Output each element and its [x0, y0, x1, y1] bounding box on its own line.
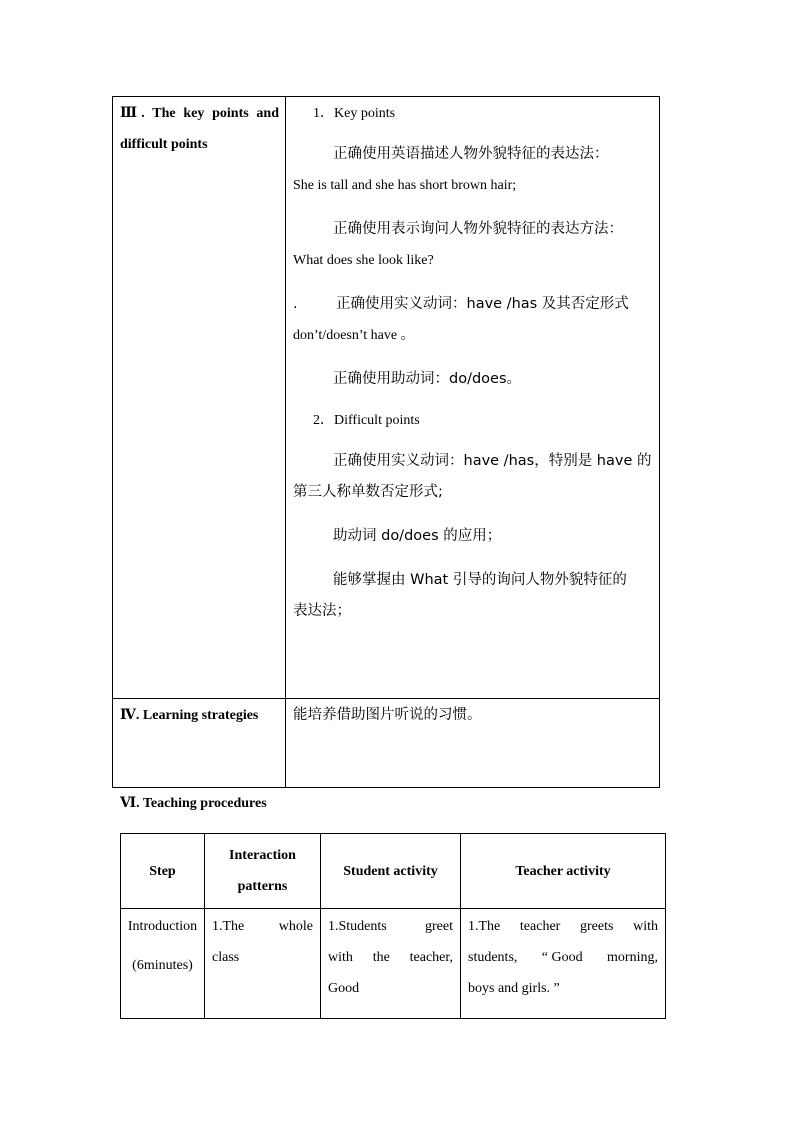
- student-activity-cell: [321, 909, 461, 1019]
- teaching-procedures-title: Ⅵ. Teaching procedures: [120, 796, 267, 811]
- teaching-procedures-table: [120, 833, 666, 1019]
- key-point-3-dot: .: [293, 296, 298, 312]
- header-step: Step: [121, 834, 205, 909]
- teacher-word-6: “ Good: [541, 950, 583, 965]
- key-point-2-cn: 正确使用表示询问人物外貌特征的表达方法：: [333, 221, 623, 237]
- procedures-header-row: [121, 834, 666, 909]
- header-interaction-line1: Interaction: [229, 848, 296, 863]
- header-interaction: [205, 834, 321, 909]
- key-points-row: [113, 97, 660, 699]
- learning-strategies-row: [113, 699, 660, 788]
- key-point-1-en: She is tall and she has short brown hair;: [293, 178, 517, 193]
- teacher-word-7: morning,: [607, 950, 658, 965]
- learning-strategies-label: Ⅳ. Learning strategies: [113, 699, 286, 788]
- student-word-3: with: [328, 950, 353, 965]
- student-word-4: the: [372, 950, 390, 965]
- key-point-2-en: What does she look like?: [293, 253, 434, 268]
- key-point-4: 正确使用助动词：do/does。: [333, 371, 522, 387]
- difficult-point-3-line2: 表达法；: [293, 603, 351, 619]
- key-points-content-cell: [286, 97, 660, 699]
- header-student-activity: Student activity: [321, 834, 461, 909]
- student-word-5: teacher,: [409, 950, 453, 965]
- key-points-label-line2: difficult points: [120, 137, 208, 152]
- student-word-2: greet: [425, 919, 453, 934]
- teacher-word-4: with: [633, 919, 658, 934]
- key-points-label-cell: [113, 97, 286, 699]
- key-point-1-cn: 正确使用英语描述人物外貌特征的表达法：: [333, 146, 609, 162]
- teacher-word-8: boys and girls. ”: [468, 981, 560, 996]
- student-word-1: 1.Students: [328, 919, 387, 934]
- teacher-word-5: students,: [468, 950, 518, 965]
- difficult-points-heading: 2．Difficult points: [313, 413, 420, 428]
- teacher-activity-cell: [461, 909, 666, 1019]
- header-interaction-line2: patterns: [237, 879, 288, 894]
- difficult-point-1-line2: 第三人称单数否定形式;: [293, 484, 443, 500]
- difficult-point-2: 助动词 do/does 的应用；: [333, 528, 502, 544]
- learning-strategies-content: 能培养借助图片听说的习惯。: [286, 699, 660, 788]
- header-teacher-activity: Teacher activity: [461, 834, 666, 909]
- step-cell: [121, 909, 205, 1019]
- key-points-label-line1: Ⅲ. The key points and: [120, 106, 279, 121]
- interaction-word-2: whole: [278, 919, 313, 934]
- key-points-heading: 1．Key points: [313, 106, 396, 121]
- student-word-6: Good: [328, 981, 360, 996]
- step-name: Introduction: [127, 919, 198, 934]
- teacher-word-1: 1.The: [468, 919, 501, 934]
- teacher-word-2: teacher: [519, 919, 561, 934]
- difficult-point-3-line1: 能够掌握由 What 引导的询问人物外貌特征的: [333, 572, 627, 588]
- step-duration: (6minutes): [132, 958, 193, 973]
- teacher-word-3: greets: [580, 919, 614, 934]
- interaction-word-3: class: [212, 950, 240, 965]
- key-point-3-cn: [293, 289, 652, 320]
- interaction-cell: [205, 909, 321, 1019]
- objectives-table: [112, 96, 660, 788]
- difficult-point-1-line1: 正确使用实义动词：have /has，特别是 have 的: [333, 453, 652, 469]
- interaction-word-1: 1.The: [212, 919, 245, 934]
- key-point-3-text: 正确使用实义动词：have /has 及其否定形式: [336, 296, 629, 312]
- procedure-row-introduction: [121, 909, 666, 1019]
- key-point-3-en: don’t/doesn’t have 。: [293, 328, 415, 343]
